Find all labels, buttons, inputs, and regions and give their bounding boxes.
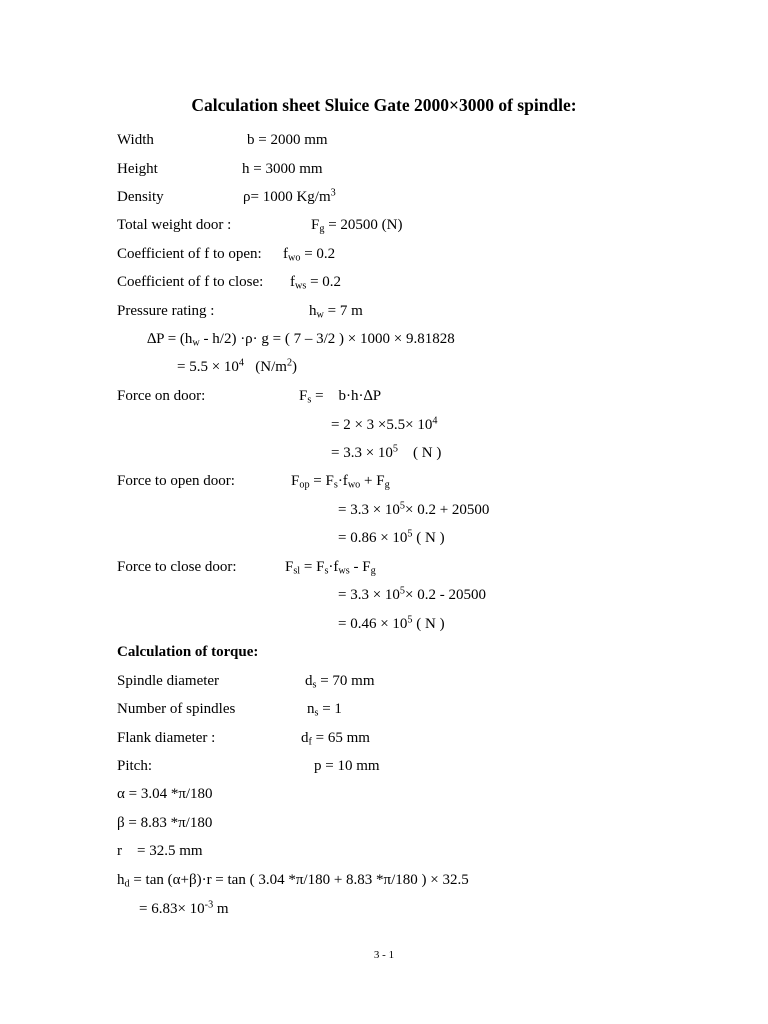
spindle-diameter-label: Spindle diameter [117,673,220,689]
total-weight-equation: $F_g = 20500$ (N) [311,217,403,235]
force-door-step: = $2 \times 3 \times 5.5\times 10^4$ [331,415,438,433]
pressure-rating-equation: $h_w = 7$ m [309,303,363,321]
delta-p-equation: $\Delta P = (h_w - h/2) \cdot\rho\cdot g$ = ( 7 – 3/2 ) × 1000 × 9.81828 [147,331,455,349]
coef-open-label: Coefficient of f to open: [117,246,262,262]
hd-equation: $h_d = \tan (\alpha+\beta)\cdot r = \tan$ ( 3.04 *π/180 + 8.83 *π/180 ) × 32.5 [117,872,469,890]
num-spindles-equation: $n_s = 1$ [307,701,342,719]
force-close-result: = $0.46 \times 10^5$ ( N ) [338,614,445,632]
force-close-label: Force to close door: [117,559,237,575]
density-equation: ρ= 1000 $Kg/m^3$ [243,187,336,205]
height-label: Height [117,161,158,177]
force-open-equation: $F_{op} = F_s\cdot f_{wo} + F_g$ [291,473,390,491]
flank-diameter-label: Flank diameter : [117,730,216,746]
spindle-diameter-equation: $d_s = 70$ mm [305,673,375,691]
total-weight-label: Total weight door : [117,217,232,233]
density-label: Density [117,189,164,205]
force-door-label: Force on door: [117,388,206,404]
num-spindles-label: Number of spindles [117,701,236,717]
force-open-label: Force to open door: [117,473,235,489]
beta-equation: β = 8.83 *π/180 [117,815,213,831]
pitch-equation: p = 10 mm [314,758,380,774]
force-door-result: = $3.3 \times 10^5$ ( N ) [331,443,442,461]
hd-result: = $6.83\times 10^{-3}$ m [139,899,229,917]
page-number: 3 - 1 [373,949,395,961]
pitch-label: Pitch: [117,758,153,774]
radius-equation: r = 32.5 mm [117,843,203,859]
force-open-result: = $0.86 \times 10^5$ ( N ) [338,528,445,546]
coef-open-equation: $f_{wo} = 0.2$ [283,246,336,264]
page-title: Calculation sheet Sluice Gate 2000×3000 of spindle: [191,95,577,115]
width-equation: b = 2000 mm [247,132,328,148]
torque-heading: Calculation of torque: [117,644,259,660]
alpha-equation: α = 3.04 *π/180 [117,786,213,802]
coef-close-equation: $f_{ws} = 0.2$ [290,274,342,292]
force-close-step: = $3.3 \times 10^5\times 0.2 - 20500$ [338,585,486,603]
force-door-equation: $F_s$ = b·h·∆P [299,388,382,406]
coef-close-label: Coefficient of f to close: [117,274,264,290]
force-close-equation: $F_{sl} = F_s\cdot f_{ws} - F_g$ [285,559,376,577]
width-label: Width [117,132,154,148]
flank-diameter-equation: $d_f = 65$ mm [301,730,370,748]
height-equation: h = 3000 mm [242,161,323,177]
force-open-step: = $3.3 \times 10^5\times 0.2 + 20500$ [338,500,490,518]
delta-p-result: = $5.5 \times 10^4$ $(N/m^2)$ [177,357,298,375]
pressure-rating-label: Pressure rating : [117,303,215,319]
